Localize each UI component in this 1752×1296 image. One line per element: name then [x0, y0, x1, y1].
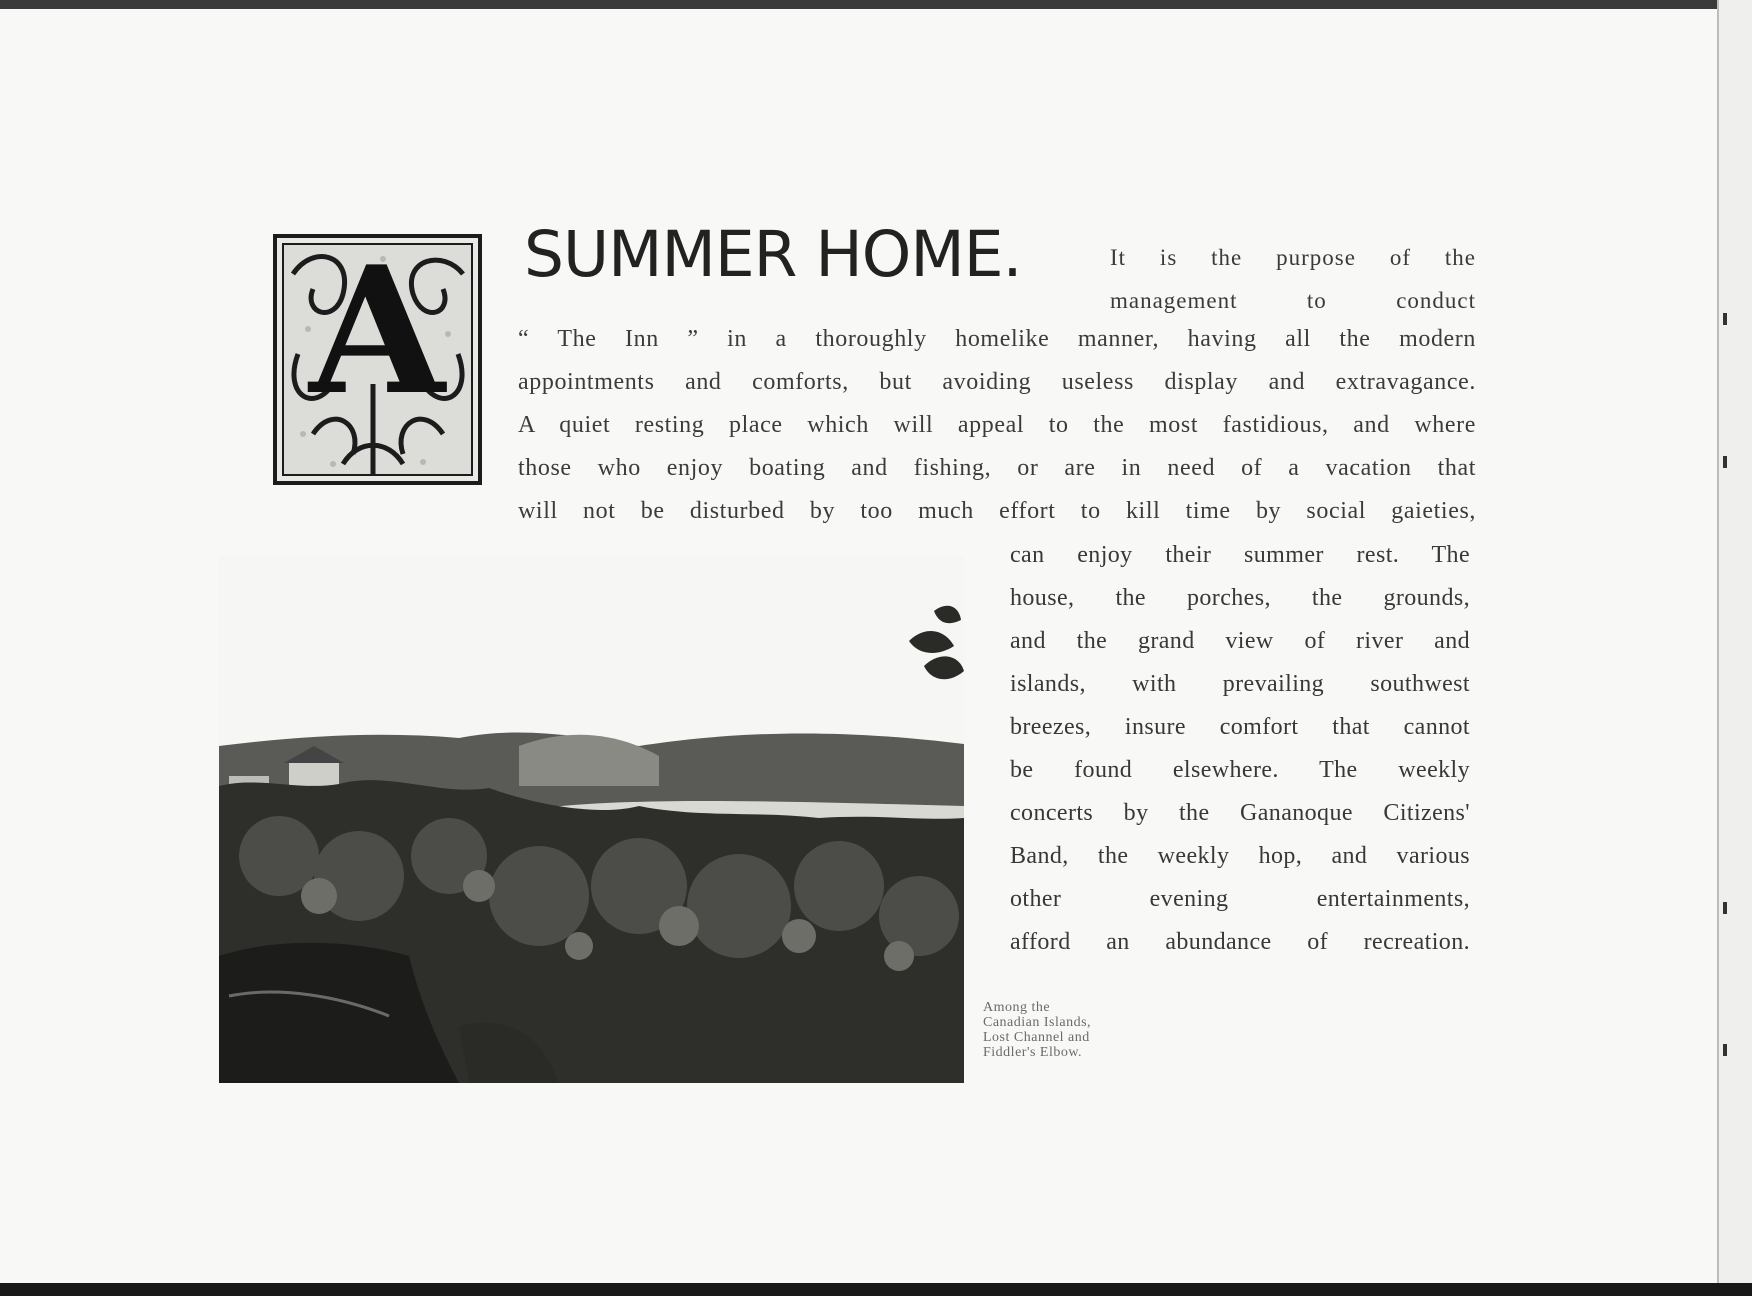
- intro-line: It is the purpose of the: [1110, 245, 1476, 270]
- body-line: will not be disturbed by too much effort to kill time by social gaieties,: [518, 498, 1476, 524]
- column-line: breezes, insure comfort that cannot: [1010, 714, 1470, 740]
- body-line: those who enjoy boating and fishing, or are in need of a vacation that: [518, 455, 1476, 481]
- page-title: SUMMER HOME.: [524, 218, 1022, 291]
- photo-caption: [983, 1000, 1091, 1060]
- column-line: can enjoy their summer rest. The: [1010, 542, 1470, 568]
- scan-bottom-edge: [0, 1283, 1752, 1296]
- body-text: [518, 318, 1476, 533]
- caption-line: Fiddler's Elbow.: [983, 1045, 1083, 1060]
- landscape-photo: [219, 556, 964, 1083]
- intro-text: [1110, 236, 1476, 322]
- intro-line: management to conduct: [1110, 288, 1476, 313]
- column-line: concerts by the Gananoque Citizens': [1010, 800, 1470, 826]
- body-line: “ The Inn ” in a thoroughly homelike manner, having all the modern: [518, 326, 1476, 352]
- svg-text:A: A: [309, 234, 445, 434]
- column-line: afford an abundance of recreation.: [1010, 929, 1470, 955]
- adjacent-page-edge: [1717, 0, 1752, 1296]
- ornamental-drop-cap: [273, 234, 482, 485]
- body-line: A quiet resting place which will appeal to the most fastidious, and where: [518, 412, 1476, 438]
- scan-top-edge: [0, 0, 1752, 9]
- side-column-text: [1010, 534, 1470, 964]
- caption-line: Among the: [983, 1000, 1051, 1015]
- column-line: Band, the weekly hop, and various: [1010, 843, 1470, 869]
- column-line: and the grand view of river and: [1010, 628, 1470, 654]
- body-line: appointments and comforts, but avoiding useless display and extravagance.: [518, 369, 1476, 395]
- caption-line: Lost Channel and: [983, 1030, 1090, 1045]
- column-line: be found elsewhere. The weekly: [1010, 757, 1470, 783]
- column-line: other evening entertainments,: [1010, 886, 1470, 912]
- column-line: house, the porches, the grounds,: [1010, 585, 1470, 611]
- column-line: islands, with prevailing southwest: [1010, 671, 1470, 697]
- caption-line: Canadian Islands,: [983, 1015, 1092, 1030]
